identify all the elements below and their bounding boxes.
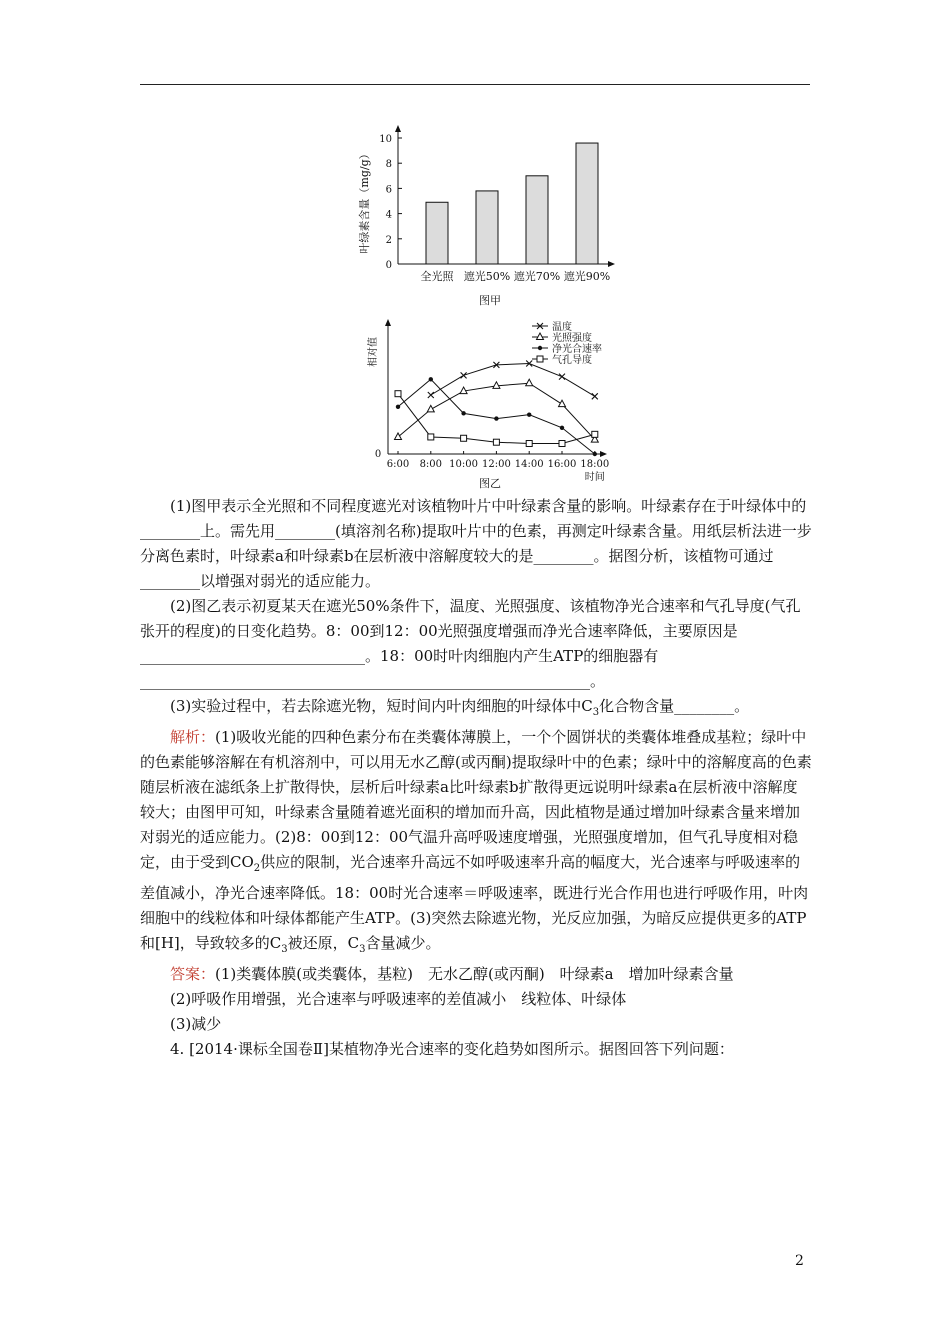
question-2: (2)图乙表示初夏某天在遮光50%条件下，温度、光照强度、该植物净光合速率和气孔导度(气孔张开的程度)的日变化趋势。8：00到12：00光照强度增强而净光合速率降低，主要原因是______________________________。18：00时叶肉细胞内产生ATP的细胞器有____________________________________________________________。	[140, 597, 801, 690]
y-axis-arrow	[385, 319, 391, 326]
data-point-dot	[429, 377, 433, 381]
data-point-square	[559, 441, 565, 447]
x-tick-label: 6:00	[386, 459, 410, 470]
answer-3: (3)减少	[170, 1015, 222, 1033]
data-point-square	[526, 441, 532, 447]
figure-jia-bar-chart	[350, 122, 640, 312]
data-point-triangle	[493, 382, 500, 389]
chart-title: 图乙	[479, 477, 501, 490]
data-point-dot	[494, 416, 498, 420]
data-point-dot	[396, 405, 400, 409]
y-axis-label: 叶绿素含量（mg/g）	[358, 148, 371, 254]
data-point-dot	[527, 412, 531, 416]
y-axis-label: 相对值	[368, 337, 379, 367]
data-point-triangle	[526, 379, 533, 386]
data-point-square	[395, 391, 401, 397]
legend-marker	[538, 346, 542, 350]
x-tick-label: 遮光50%	[463, 270, 511, 283]
figure-yi-line-chart	[350, 316, 640, 492]
x-tick-label: 8:00	[419, 459, 443, 470]
legend-label: 温度	[552, 322, 572, 333]
y-tick-label: 8	[385, 159, 392, 171]
data-point-triangle	[427, 405, 434, 412]
analysis-label: 解析：	[170, 728, 216, 746]
x-tick-label: 遮光70%	[513, 270, 561, 283]
data-point-square	[461, 435, 467, 441]
header-rule	[140, 84, 810, 85]
question-3: (3)实验过程中，若去除遮光物，短时间内叶肉细胞的叶绿体中$C_3$化合物含量________。	[170, 697, 750, 718]
bar	[426, 202, 448, 264]
y-axis-arrow	[395, 125, 401, 132]
x-tick-label: 全光照	[420, 270, 454, 283]
data-point-x	[428, 392, 434, 398]
data-point-x	[559, 374, 565, 380]
bar	[476, 191, 498, 264]
bar	[526, 176, 548, 264]
x-tick-label: 18:00	[580, 459, 610, 470]
x-tick-label: 遮光90%	[563, 270, 611, 283]
legend-label: 光照强度	[552, 333, 592, 344]
data-point-square	[493, 439, 499, 445]
answer-2: (2)呼吸作用增强，光合速率与呼吸速率的差值减小 线粒体、叶绿体	[170, 990, 627, 1008]
data-point-square	[592, 431, 598, 437]
x-tick-label: 12:00	[481, 459, 511, 470]
data-point-dot	[461, 411, 465, 415]
analysis: 解析：(1)吸收光能的四种色素分布在类囊体薄膜上，一个个圆饼状的类囊体堆叠成基粒；绿叶中的色素能够溶解在有机溶剂中，可以用无水乙醇(或丙酮)提取绿叶中的色素；绿叶中的溶解度高的色素随层析液在滤纸条上扩散得快，层析后叶绿素a比叶绿素b扩散得更远说明叶绿素a在层析液中溶解度较大；由图甲可知，叶绿素含量随着遮光面积的增加而升高，因此植物是通过增加叶绿素含量来增加对弱光的适应能力。(2)8：00到12：00气温升高呼吸速度增强，光照强度增加，但气孔导度相对稳定，由于受到$CO_2$供应的限制，光合速率升高远不如呼吸速率升高的幅度大，光合速率与呼吸速率的差值减小，净光合速率降低。18：00时光合速率＝呼吸速率，既进行光合作用也进行呼吸作用，叶肉细胞中的线粒体和叶绿体都能产生ATP。(3)突然去除遮光物，光反应加强，为暗反应提供更多的ATP和[H]，导致较多的$C_3$被还原，$C_3$含量减少。	[140, 728, 812, 955]
x-tick-label: 10:00	[449, 459, 479, 470]
question-4: 4. [2014·课标全国卷Ⅱ]某植物净光合速率的变化趋势如图所示。据图回答下列问题：	[170, 1040, 734, 1058]
page-number: 2	[795, 1253, 804, 1269]
data-point-square	[428, 434, 434, 440]
y-tick-label: 0	[385, 260, 392, 271]
x-axis-arrow	[600, 451, 607, 457]
legend-marker	[537, 333, 544, 340]
data-point-triangle	[559, 400, 566, 407]
text-body	[140, 494, 812, 1062]
x-axis-label: 时间	[584, 472, 605, 483]
y-tick-label: 2	[385, 234, 392, 246]
x-tick-label: 16:00	[547, 459, 577, 470]
question-1: (1)图甲表示全光照和不同程度遮光对该植物叶片中叶绿素含量的影响。叶绿素存在于叶绿体中的________上。需先用________(填溶剂名称)提取叶片中的色素，再测定叶绿素含量。用纸层析法进一步分离色素时，叶绿素a和叶绿素b在层析液中溶解度较大的是________。据图分析，该植物可通过________以增强对弱光的适应能力。	[140, 497, 812, 590]
legend-label: 气孔导度	[552, 355, 592, 366]
y-tick-label: 4	[385, 209, 392, 221]
x-axis-arrow	[608, 261, 615, 267]
answer-label: 答案：	[170, 965, 216, 983]
bar	[576, 143, 598, 264]
y-tick-label: 6	[385, 184, 392, 196]
y-tick-label: 10	[379, 134, 392, 145]
y-origin-label: 0	[374, 449, 382, 460]
chart-title: 图甲	[479, 294, 501, 307]
series-line-x	[431, 364, 595, 397]
data-point-dot	[593, 452, 597, 456]
answer-1: 答案：(1)类囊体膜(或类囊体，基粒) 无水乙醇(或丙酮) 叶绿素a 增加叶绿素含量	[170, 965, 734, 983]
data-point-dot	[560, 426, 564, 430]
data-point-x	[461, 372, 467, 378]
data-point-triangle	[395, 433, 402, 440]
legend-marker	[537, 356, 543, 362]
data-point-x	[592, 393, 598, 399]
x-tick-label: 14:00	[514, 459, 544, 470]
legend-label: 净光合速率	[552, 344, 602, 355]
